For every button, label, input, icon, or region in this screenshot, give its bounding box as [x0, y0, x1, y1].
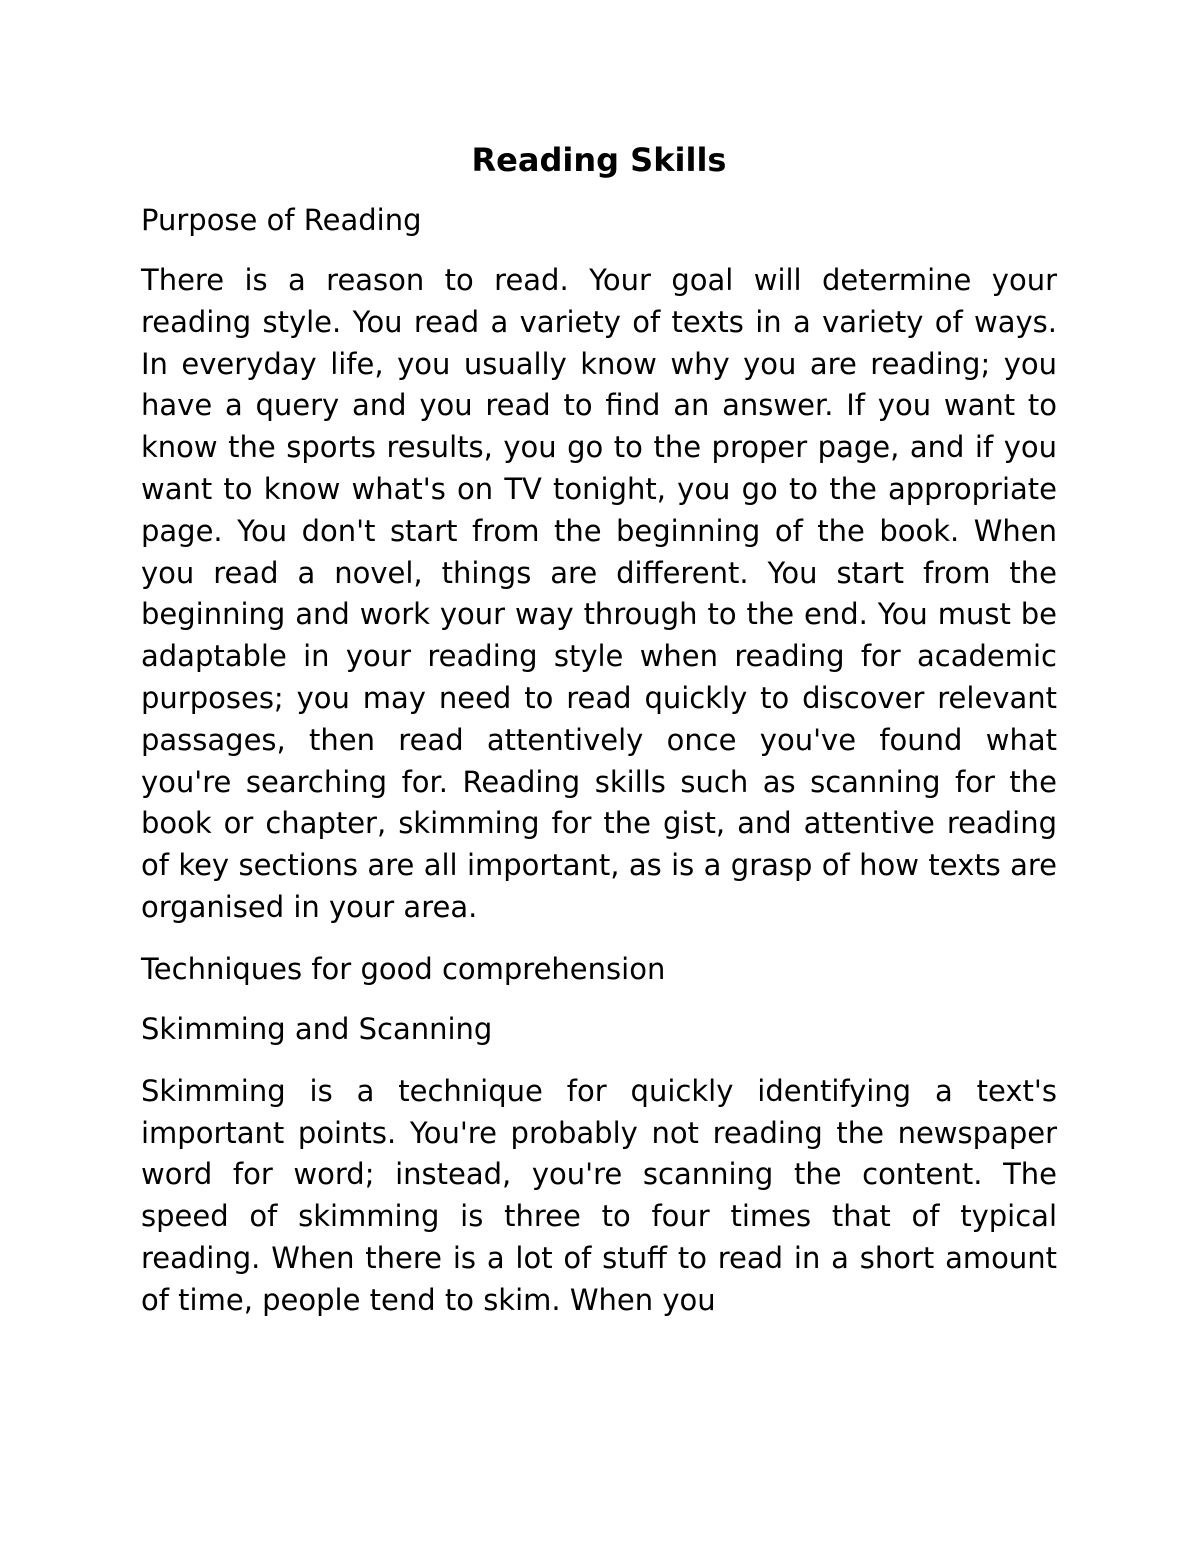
document-title: Reading Skills [471, 141, 727, 179]
document-body [141, 138, 1057, 1342]
paragraph-skimming: Skimming is a technique for quickly identifying a text's important points. You're probably not reading the newspaper word for word; instead, you're scanning the content. The speed of skimming is three to four times that of typical reading. When there is a lot of stuff to read in a short amount of time, people tend to skim. When you [141, 1073, 1057, 1317]
section-heading-purpose: Purpose of Reading [141, 203, 422, 237]
section-heading-skimming: Skimming and Scanning [141, 1011, 493, 1046]
paragraph-purpose: There is a reason to read. Your goal will determine your reading style. You read a variety of texts in a variety of ways. In everyday life, you usually know why you are reading; you have a query and you read to find an answer. If you want to know the sports results, you go to the proper page, and if you want to know what's on TV tonight, you go to the appropriate page. You don't start from the beginning of the book. When you read a novel, things are different. You start from the beginning and work your way through to the end. You must be adaptable in your reading style when reading for academic purposes; you may need to read quickly to discover relevant passages, then read attentively once you've found what you're searching for. Reading skills such as scanning for the book or chapter, skimming for the gist, and attentive reading of key sections are all important, as is a grasp of how texts are organised in your area. [141, 263, 1057, 924]
section-heading-techniques: Techniques for good comprehension [141, 951, 666, 986]
